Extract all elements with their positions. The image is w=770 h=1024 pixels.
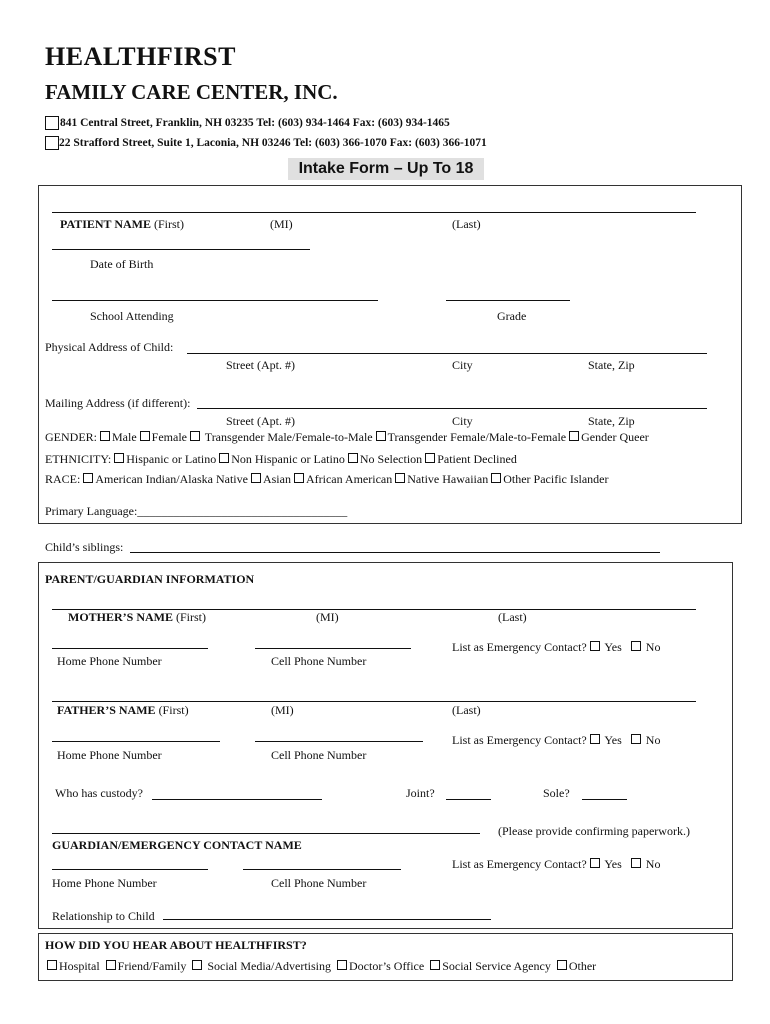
mailing-address-field[interactable] xyxy=(197,408,707,409)
mother-name-label: MOTHER’S NAME (First) xyxy=(68,610,206,624)
ethnicity-hispanic-checkbox[interactable] xyxy=(114,453,124,463)
physical-address-field[interactable] xyxy=(187,353,707,354)
father-home-phone-field[interactable] xyxy=(52,741,220,742)
father-last-label: (Last) xyxy=(452,703,481,717)
race-african-checkbox[interactable] xyxy=(294,473,304,483)
father-mi-label: (MI) xyxy=(271,703,294,717)
logo-line-2: FAMILY CARE CENTER, INC. xyxy=(45,80,338,104)
mother-cell-phone-field[interactable] xyxy=(255,648,411,649)
race-native-checkbox[interactable] xyxy=(83,473,93,483)
father-emergency-row: List as Emergency Contact? Yes No xyxy=(452,733,661,747)
race-asian-checkbox[interactable] xyxy=(251,473,261,483)
relationship-field[interactable] xyxy=(163,919,491,920)
guardian-cell-phone-field[interactable] xyxy=(243,869,401,870)
paperwork-note: (Please provide confirming paperwork.) xyxy=(498,824,690,838)
dob-label: Date of Birth xyxy=(90,257,154,271)
father-name-label: FATHER’S NAME (First) xyxy=(57,703,189,717)
referral-other-checkbox[interactable] xyxy=(557,960,567,970)
mother-emergency-row: List as Emergency Contact? Yes No xyxy=(452,640,661,654)
race-pacific-checkbox[interactable] xyxy=(491,473,501,483)
referral-social-media-checkbox[interactable] xyxy=(192,960,202,970)
grade-field[interactable] xyxy=(446,300,570,301)
race-hawaiian-checkbox[interactable] xyxy=(395,473,405,483)
referral-options-row: Hospital Friend/Family Social Media/Advertising Doctor’s Office Social Service Agency Other xyxy=(47,959,596,974)
gender-transmale-checkbox[interactable] xyxy=(190,431,200,441)
father-cell-phone-field[interactable] xyxy=(255,741,423,742)
mailing-state-label: State, Zip xyxy=(588,414,635,428)
address-franklin: 841 Central Street, Franklin, NH 03235 Tel: (603) 934-1464 Fax: (603) 934-1465 xyxy=(60,117,450,129)
guardian-home-phone-field[interactable] xyxy=(52,869,208,870)
school-field[interactable] xyxy=(52,300,378,301)
referral-friend-checkbox[interactable] xyxy=(106,960,116,970)
mother-emergency-yes-checkbox[interactable] xyxy=(590,641,600,651)
parent-section-title: PARENT/GUARDIAN INFORMATION xyxy=(45,572,255,586)
referral-hospital-checkbox[interactable] xyxy=(47,960,57,970)
ethnicity-declined-checkbox[interactable] xyxy=(425,453,435,463)
mother-cell-phone-label: Cell Phone Number xyxy=(271,654,367,668)
gender-male-checkbox[interactable] xyxy=(100,431,110,441)
gender-queer-checkbox[interactable] xyxy=(569,431,579,441)
logo-line-1: HEALTHFIRST xyxy=(45,42,236,71)
address1-checkbox[interactable] xyxy=(45,116,59,130)
mother-home-phone-label: Home Phone Number xyxy=(57,654,162,668)
guardian-cell-phone-label: Cell Phone Number xyxy=(271,876,367,890)
mailing-city-label: City xyxy=(452,414,473,428)
custody-label: Who has custody? xyxy=(55,786,143,800)
gender-row: GENDER: Male Female Transgender Male/Female-to-Male Transgender Female/Male-to-Female Gender Queer xyxy=(45,430,649,444)
patient-last-label: (Last) xyxy=(452,217,481,231)
patient-name-field[interactable] xyxy=(52,212,696,213)
mother-mi-label: (MI) xyxy=(316,610,339,624)
father-emergency-yes-checkbox[interactable] xyxy=(590,734,600,744)
ethnicity-row: ETHNICITY: Hispanic or Latino Non Hispanic or Latino No Selection Patient Declined xyxy=(45,452,517,466)
grade-label: Grade xyxy=(497,309,527,323)
dob-field[interactable] xyxy=(52,249,310,250)
referral-doctor-checkbox[interactable] xyxy=(337,960,347,970)
siblings-field[interactable] xyxy=(130,552,660,553)
patient-mi-label: (MI) xyxy=(270,217,293,231)
primary-language-field[interactable]: Primary Language:___________________________________ xyxy=(45,504,348,518)
relationship-label: Relationship to Child xyxy=(52,909,155,923)
mother-home-phone-field[interactable] xyxy=(52,648,208,649)
guardian-home-phone-label: Home Phone Number xyxy=(52,876,157,890)
physical-state-label: State, Zip xyxy=(588,358,635,372)
ethnicity-nonhispanic-checkbox[interactable] xyxy=(219,453,229,463)
sole-label: Sole? xyxy=(543,786,570,800)
guardian-name-field[interactable] xyxy=(52,833,480,834)
address2-checkbox[interactable] xyxy=(45,136,59,150)
address-laconia: 22 Strafford Street, Suite 1, Laconia, NH 03246 Tel: (603) 366-1070 Fax: (603) 366-1071 xyxy=(59,137,487,149)
mailing-street-label: Street (Apt. #) xyxy=(226,414,295,428)
mother-emergency-no-checkbox[interactable] xyxy=(631,641,641,651)
guardian-emergency-row: List as Emergency Contact? Yes No xyxy=(452,857,661,871)
physical-city-label: City xyxy=(452,358,473,372)
guardian-name-label: GUARDIAN/EMERGENCY CONTACT NAME xyxy=(52,838,302,852)
referral-question: HOW DID YOU HEAR ABOUT HEALTHFIRST? xyxy=(45,938,307,952)
siblings-label: Child’s siblings: xyxy=(45,540,124,554)
father-home-phone-label: Home Phone Number xyxy=(57,748,162,762)
custody-field[interactable] xyxy=(152,799,322,800)
sole-field[interactable] xyxy=(582,799,627,800)
guardian-emergency-no-checkbox[interactable] xyxy=(631,858,641,868)
school-label: School Attending xyxy=(90,309,174,323)
father-cell-phone-label: Cell Phone Number xyxy=(271,748,367,762)
gender-transfemale-checkbox[interactable] xyxy=(376,431,386,441)
joint-field[interactable] xyxy=(446,799,491,800)
patient-name-label: PATIENT NAME (First) xyxy=(60,217,185,231)
physical-address-label: Physical Address of Child: xyxy=(45,340,174,354)
form-title: Intake Form – Up To 18 xyxy=(288,158,484,180)
referral-social-service-checkbox[interactable] xyxy=(430,960,440,970)
mailing-address-label: Mailing Address (if different): xyxy=(45,396,191,410)
joint-label: Joint? xyxy=(406,786,435,800)
race-row: RACE: American Indian/Alaska Native Asian African American Native Hawaiian Other Pacific Islander xyxy=(45,472,609,486)
physical-street-label: Street (Apt. #) xyxy=(226,358,295,372)
father-name-field[interactable] xyxy=(52,701,696,702)
gender-female-checkbox[interactable] xyxy=(140,431,150,441)
father-emergency-no-checkbox[interactable] xyxy=(631,734,641,744)
guardian-emergency-yes-checkbox[interactable] xyxy=(590,858,600,868)
mother-last-label: (Last) xyxy=(498,610,527,624)
ethnicity-noselection-checkbox[interactable] xyxy=(348,453,358,463)
